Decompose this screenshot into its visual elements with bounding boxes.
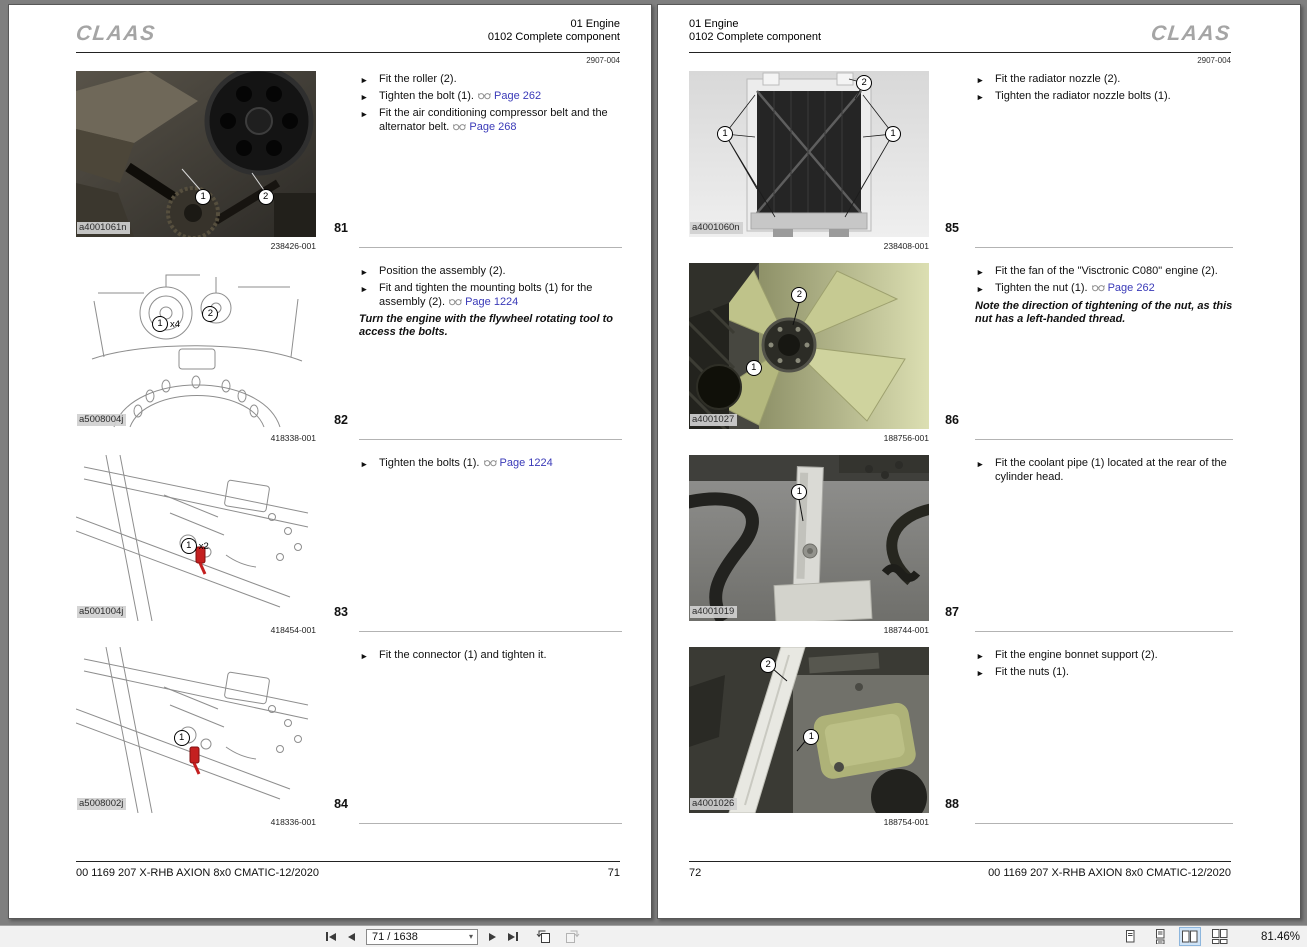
figure-image-86 — [689, 263, 929, 429]
callout-1: 1 — [791, 484, 807, 500]
see-page-icon — [1092, 284, 1105, 292]
callout-1: 1 — [717, 126, 733, 142]
bullet-arrow-icon: ► — [976, 284, 985, 294]
page-number-combo[interactable] — [366, 929, 478, 945]
manual-section-86 — [658, 263, 1300, 455]
instruction-step: ► Tighten the bolts (1). Page 1224 — [359, 457, 622, 471]
next-view-icon — [564, 930, 580, 944]
manual-section-83 — [9, 455, 651, 647]
previous-view-button[interactable] — [535, 928, 553, 946]
see-page-icon — [484, 459, 497, 467]
bullet-arrow-icon: ► — [360, 651, 369, 661]
page-navigation — [325, 926, 581, 947]
page-link[interactable]: Page 268 — [469, 120, 517, 133]
footer-right: 00 1169 207 X-RHB AXION 8x0 CMATIC-12/2020 — [988, 867, 1231, 879]
chapter-line1: 01 Engine — [689, 18, 739, 30]
next-view-button[interactable] — [563, 928, 581, 946]
figure-image-84 — [76, 647, 316, 813]
figure-image-83 — [76, 455, 316, 621]
instruction-block — [359, 56, 622, 248]
step-number: 84 — [334, 797, 348, 811]
figure-image-82 — [76, 263, 316, 429]
instruction-step: ► Fit the engine bonnet support (2). — [975, 649, 1233, 663]
instruction-block — [359, 440, 622, 632]
figure-image-87 — [689, 455, 929, 621]
manual-section-88 — [658, 647, 1300, 839]
page-link[interactable]: Page 262 — [1107, 282, 1155, 294]
last-page-button[interactable] — [507, 928, 519, 946]
first-page-button[interactable] — [325, 928, 337, 946]
sections — [9, 5, 651, 918]
document-page-72 — [657, 4, 1301, 919]
previous-page-button[interactable] — [347, 928, 356, 946]
instruction-block — [359, 248, 622, 440]
footer-left: 72 — [689, 867, 702, 879]
callout-2: 2 — [202, 306, 218, 322]
first-page-icon — [326, 932, 328, 941]
figure-image-81 — [76, 71, 316, 237]
manual-section-87 — [658, 455, 1300, 647]
instruction-step: ► Fit the air conditioning compressor belt and the alternator belt. Page 268 — [360, 107, 608, 133]
footer-rule — [689, 861, 1231, 862]
image-label: a5008004j — [77, 414, 126, 426]
figure-code: 188744-001 — [883, 625, 929, 635]
instruction-step: ► Position the assembly (2). — [359, 265, 622, 279]
note-text: Turn the engine with the flywheel rotating tool to access the bolts. — [359, 313, 614, 338]
page-link[interactable]: Page 1224 — [499, 457, 553, 469]
figure-code: 188756-001 — [883, 433, 929, 443]
callout-1: 1 — [174, 730, 190, 746]
next-page-button[interactable] — [488, 928, 497, 946]
bullet-arrow-icon: ► — [976, 267, 985, 277]
chapter-line2: 0102 Complete component — [487, 31, 620, 43]
chapter-line1: 01 Engine — [570, 18, 620, 30]
image-label: a4001060n — [690, 222, 743, 234]
bullet-arrow-icon: ► — [976, 75, 985, 85]
doc-code: 2907-004 — [586, 56, 620, 65]
previous-view-icon — [536, 930, 552, 944]
image-label: a5001004j — [77, 606, 126, 618]
bullet-arrow-icon: ► — [976, 668, 985, 678]
layout-continuous-button[interactable] — [1149, 927, 1171, 946]
image-label: a4001061n — [77, 222, 130, 234]
callout-1: 1 x4 — [152, 316, 168, 332]
layout-single-page-button[interactable] — [1119, 927, 1141, 946]
page-link[interactable]: Page 262 — [494, 90, 542, 102]
next-page-icon — [489, 933, 496, 941]
callout-multiplier: x4 — [170, 319, 181, 331]
note-text: Note the direction of tightening of the nut, as this nut has a left-handed thread. — [975, 299, 1233, 325]
callout-2: 2 — [791, 287, 807, 303]
image-label: a4001019 — [690, 606, 737, 618]
layout-controls — [1115, 926, 1300, 947]
see-page-icon — [453, 123, 466, 131]
instruction-block — [975, 56, 1233, 248]
callout-1: 1 x2 — [181, 538, 197, 554]
bottom-toolbar — [0, 925, 1307, 947]
bullet-arrow-icon: ► — [976, 651, 985, 661]
bullet-arrow-icon: ► — [360, 284, 369, 294]
figure-code: 418338-001 — [270, 433, 316, 443]
page-number-input[interactable] — [367, 931, 467, 943]
page-link[interactable]: Page 1224 — [465, 295, 519, 308]
bullet-arrow-icon: ► — [360, 459, 369, 469]
combo-caret-icon[interactable]: ▾ — [468, 932, 473, 941]
step-number: 83 — [334, 605, 348, 619]
manual-section-84 — [9, 647, 651, 839]
bullet-arrow-icon: ► — [360, 75, 369, 85]
instruction-step: ► Tighten the bolt (1). Page 262 — [359, 90, 622, 104]
footer-rule — [76, 861, 620, 862]
zoom-level[interactable]: 81.46% — [1260, 930, 1300, 943]
claas-logo: CLAAS — [1149, 22, 1233, 45]
instruction-step: ► Fit the fan of the "Visctronic C080" engine (2). — [975, 265, 1233, 279]
two-page-continuous-icon — [1212, 929, 1228, 944]
figure-code: 418454-001 — [270, 625, 316, 635]
callout-1: 1 — [803, 729, 819, 745]
image-label: a4001027 — [690, 414, 737, 426]
callout-2: 2 — [760, 657, 776, 673]
step-number: 87 — [945, 605, 959, 619]
see-page-icon — [478, 92, 491, 100]
manual-section-82 — [9, 263, 651, 455]
see-page-icon — [449, 298, 462, 306]
bullet-arrow-icon: ► — [360, 109, 369, 119]
instruction-block — [975, 248, 1233, 440]
single-page-icon — [1122, 929, 1138, 944]
instruction-block — [975, 632, 1233, 824]
instruction-step: ► Tighten the radiator nozzle bolts (1). — [975, 90, 1233, 104]
bullet-arrow-icon: ► — [976, 92, 985, 102]
step-number: 88 — [945, 797, 959, 811]
callout-2: 2 — [856, 75, 872, 91]
instruction-step: ► Fit the nuts (1). — [975, 666, 1233, 680]
bullet-arrow-icon: ► — [360, 92, 369, 102]
callout-1: 1 — [195, 189, 211, 205]
page-footer — [689, 867, 1231, 879]
image-label: a5008002j — [77, 798, 126, 810]
callout-1: 1 — [885, 126, 901, 142]
page-footer — [76, 867, 620, 879]
two-page-icon — [1182, 929, 1198, 944]
layout-two-page-button[interactable] — [1179, 927, 1201, 946]
step-number: 82 — [334, 413, 348, 427]
figure-image-88 — [689, 647, 929, 813]
instruction-step: ► Fit the coolant pipe (1) located at the rear of the cylinder head. — [976, 457, 1227, 483]
instruction-block — [359, 632, 622, 824]
step-number: 81 — [334, 221, 348, 235]
claas-logo: CLAAS — [74, 22, 158, 45]
instruction-step: ► Tighten the nut (1). Page 262 — [975, 282, 1233, 296]
instruction-step: ► Fit the roller (2). — [359, 73, 622, 87]
bullet-arrow-icon: ► — [360, 267, 369, 277]
step-number: 86 — [945, 413, 959, 427]
bullet-arrow-icon: ► — [976, 459, 985, 469]
footer-right: 71 — [607, 867, 620, 879]
instruction-step: ► Fit the connector (1) and tighten it. — [359, 649, 622, 663]
continuous-scroll-icon — [1152, 929, 1168, 944]
instruction-step: ► Fit the radiator nozzle (2). — [975, 73, 1233, 87]
layout-two-page-continuous-button[interactable] — [1209, 927, 1231, 946]
last-page-icon — [516, 932, 518, 941]
figure-code: 418336-001 — [270, 817, 316, 827]
image-label: a4001026 — [690, 798, 737, 810]
doc-code: 2907-004 — [1197, 56, 1231, 65]
figure-code: 238408-001 — [883, 241, 929, 251]
manual-section-85 — [658, 71, 1300, 263]
instruction-block — [975, 440, 1233, 632]
footer-left: 00 1169 207 X-RHB AXION 8x0 CMATIC-12/2020 — [76, 867, 319, 879]
figure-image-85 — [689, 71, 929, 237]
chapter-line2: 0102 Complete component — [689, 31, 822, 43]
callout-1: 1 — [746, 360, 762, 376]
step-number: 85 — [945, 221, 959, 235]
callout-2: 2 — [258, 189, 274, 205]
manual-section-81 — [9, 71, 651, 263]
figure-code: 238426-001 — [270, 241, 316, 251]
sections — [658, 5, 1300, 918]
document-page-71 — [8, 4, 652, 919]
instruction-step: ► Fit and tighten the mounting bolts (1) for the assembly (2). Page 1224 — [360, 282, 593, 308]
callout-multiplier: x2 — [198, 541, 209, 553]
previous-page-icon — [348, 933, 355, 941]
page-spread — [8, 4, 1301, 919]
figure-code: 188754-001 — [883, 817, 929, 827]
